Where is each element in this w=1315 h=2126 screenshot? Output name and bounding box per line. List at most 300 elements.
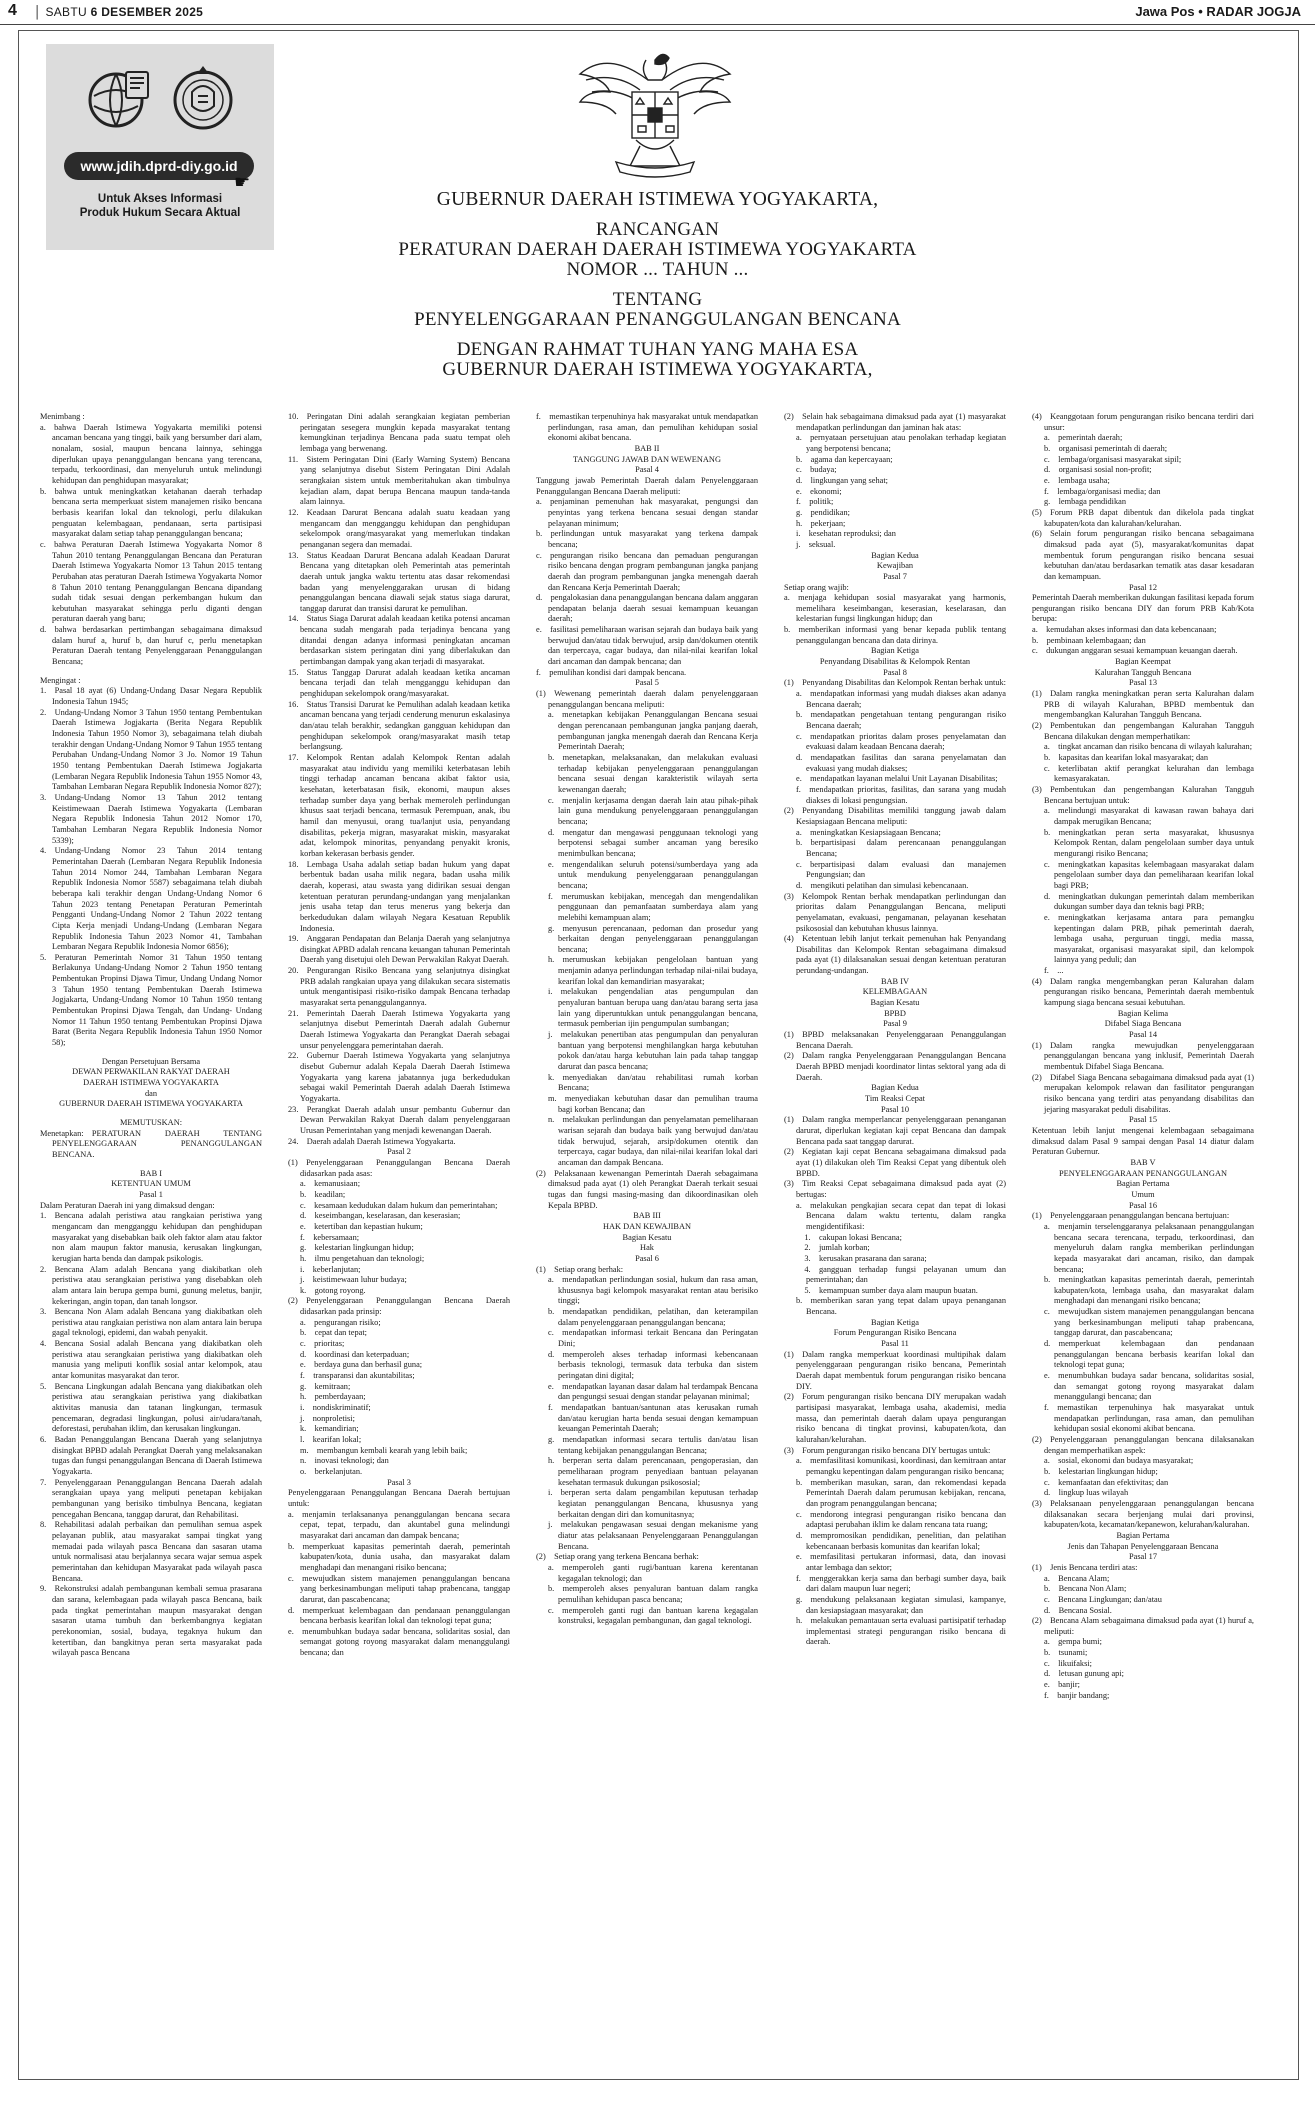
paragraph: d. koordinasi dan keterpaduan; xyxy=(300,1349,410,1359)
paragraph: c. budaya; xyxy=(796,465,837,475)
paragraph: 8. Rehabilitasi adalah perbaikan dan pemulihan semua aspek pelayanan publik, atau masyarakat sampai tingkat yang memadai pada wilayah pasca Bencana dan sasaran utama untuk normalisasi atau berjalannya secara wajar semua aspek pemerintahan dan kehidupan Masyarakat pada wilayah pasca Bencana. xyxy=(40,1520,262,1583)
paragraph: d. organisasi sosial non-profit; xyxy=(1044,465,1152,475)
paragraph: b. memberikan masukan, saran, dan rekomendasi kepada Pemerintah Daerah dalam perumusan kebijakan, rencana, dan program penanggulangan bencana; xyxy=(796,1477,1006,1508)
paragraph: 15. Status Tanggap Darurat adalah keadaan ketika ancaman bencana terjadi dan telah mengganggu kehidupan dan penghidupan sekelompok orang/masyarakat. xyxy=(288,667,510,699)
paragraph: i. keberlanjutan; xyxy=(300,1264,361,1274)
paragraph: 2. Bencana Alam adalah Bencana yang diakibatkan oleh peristiwa atau serangkaian peristiwa yang disebabkan oleh alam antara lain berupa gempa bumi, gunung meletus, banjir, kekeringan, angin topan, dan tanah longsor. xyxy=(40,1264,262,1306)
section-heading: KELEMBAGAAN xyxy=(862,987,928,997)
paragraph: e. ekonomi; xyxy=(796,486,842,496)
section-heading: Pasal 5 xyxy=(635,678,659,688)
section-heading: Hak xyxy=(640,1243,654,1253)
paragraph: e. mengendalikan seluruh potensi/sumberdaya yang ada untuk mendukung penyelenggaraan penanggulangan bencana; xyxy=(548,859,758,890)
paragraph: j. melakukan pengawasan sesuai dengan mekanisme yang diatur atas pelaksanaan Penyelenggaraan Penanggulangan Bencana. xyxy=(548,1520,758,1551)
paragraph: 9. Rekonstruksi adalah pembangunan kembali semua prasarana dan sarana, kelembagaan pada wilayah pasca Bencana, baik pada tingkat pemerintahan maupun masyarakat dengan sasaran utama tumbuh dan berkembangnya kegiatan perekonomian, sosial, budaya, tegaknya hukum dan ketertiban, dan bangkitnya peran serta masyarakat pada wilayah pasca Bencana xyxy=(40,1584,262,1658)
section-heading: Bagian Ketiga xyxy=(871,1317,919,1327)
paragraph: 22. Gubernur Daerah Istimewa Yogyakarta yang selanjutnya disebut Gubernur adalah Kepala Daerah Daerah Istimewa Yogyakarta yang karena jabatannya juga berkedudukan sebagai wakil Pemerintah Daerah adalah Daerah Istimewa Yogyakarta. xyxy=(288,1051,510,1103)
section-heading: Bagian Pertama xyxy=(1116,1530,1170,1540)
paragraph: c. memperoleh ganti rugi dan bantuan karena kegagalan konstruksi, kegagalan pembangunan, dan gagal teknologi. xyxy=(548,1605,758,1626)
paragraph: e. lembaga usaha; xyxy=(1044,475,1110,485)
paragraph: i. nondiskriminatif; xyxy=(300,1403,371,1413)
paragraph: c. lembaga/organisasi masyarakat sipil; xyxy=(1044,454,1182,464)
paragraph: i. berperan serta dalam pengambilan keputusan terhadap kegiatan penanggulangan Bencana, khususnya yang berkaitan dengan diri dan komunitasnya; xyxy=(548,1488,758,1519)
section-heading: Kewajiban xyxy=(876,561,914,571)
spacer xyxy=(40,1110,262,1118)
section-heading: Pasal 16 xyxy=(1128,1200,1158,1210)
paragraph: n. inovasi teknologi; dan xyxy=(300,1456,389,1466)
rancangan-heading: RANCANGAN xyxy=(595,219,720,240)
section-heading: BAB II xyxy=(634,443,660,453)
paragraph: c. keterlibatan aktif perangkat kelurahan dan lembaga kemasyarakatan. xyxy=(1044,763,1254,784)
paragraph: e. mendapatkan layanan dasar dalam hal terdampak Bencana dan pengungsi sesuai dengan standar pelayanan minimal; xyxy=(548,1381,758,1402)
paragraph: h. ilmu pengetahuan dan teknologi; xyxy=(300,1253,425,1263)
paragraph: h. pekerjaan; xyxy=(796,518,846,528)
paragraph: f. mendapatkan prioritas, fasilitas, dan sarana yang mudah diakses di lokasi pengungsian. xyxy=(796,784,1006,805)
paragraph: n. melakukan perlindungan dan penyelamatan pemeliharaan warisan sejarah dan budaya baik yang berwujud dan/atau tidak berwujud, sejarah, arsip/dokumen otentik dan terpercaya, cagar budaya, dan nilai-nilai kearifan lokal dari ancaman dan dampak Bencana. xyxy=(548,1115,758,1167)
paragraph: b. cepat dan tepat; xyxy=(300,1328,367,1338)
paragraph: a. mendapatkan perlindungan sosial, hukum dan rasa aman, khususnya bagi kelompok masyarakat rentan atau berisiko tinggi; xyxy=(548,1275,758,1306)
paragraph: a. menetapkan kebijakan Penanggulangan Bencana sesuai dengan perencanaan pembangunan jangka panjang daerah, pembangunan jangka menengah daerah dan Rencana Kerja Pemerintah Daerah; xyxy=(548,710,758,752)
paragraph: 3. Undang-Undang Nomor 13 Tahun 2012 tentang Keistimewaan Daerah Istimewa Yogyakarta (Lembaran Negara Republik Indonesia Tahun 2012 Nomor 170, Tambahan Lembaran Negara Republik Indonesia Nomor 5339); xyxy=(40,792,262,845)
paragraph: c. mewujudkan sistem manajemen penanggulangan bencana yang berkesinambungan meliputi tahap prabencana, tanggap darurat, dan pascabencana; xyxy=(288,1573,510,1604)
paragraph: (3) Pelaksanaan penyelenggaraan penanggulangan bencana dilaksanakan secara berjenjang mulai dari provinsi, kabupaten/kota, kecamatan/kepanewon, kelurahan/kalurahan. xyxy=(1032,1498,1254,1530)
paragraph: b. meningkatkan kapasitas pemerintah daerah, pemerintah kabupaten/kota, lembaga usaha, dan masyarakat dalam menghadapi dan menangani risiko bencana; xyxy=(1044,1275,1254,1306)
governor-heading: GUBERNUR DAERAH ISTIMEWA YOGYAKARTA, xyxy=(436,189,879,210)
paragraph: b. Bencana Non Alam; xyxy=(1044,1584,1127,1594)
paragraph: 23. Perangkat Daerah adalah unsur pembantu Gubernur dan Dewan Perwakilan Rakyat Daerah dalam penyelenggaraan Urusan Pemerintahan yang menjadi kewenangan Daerah. xyxy=(288,1104,510,1135)
document-title-block xyxy=(300,190,1015,380)
nomor-heading: NOMOR ... TAHUN ... xyxy=(566,259,749,280)
section-heading: KETENTUAN UMUM xyxy=(111,1179,191,1189)
paragraph: Setiap orang wajib: xyxy=(784,582,849,592)
paragraph: (2) Difabel Siaga Bencana sebagaimana dimaksud pada ayat (1) merupakan kelompok relawan dan fasilitator pengurangan risiko bencana yang terdiri atas penyandang disabilitas dan jejaring masyarakat peduli disabilitas. xyxy=(1032,1072,1254,1114)
jdih-url-link[interactable]: www.jdih.dprd-diy.go.id xyxy=(64,152,254,180)
section-heading: BAB V xyxy=(1130,1157,1156,1167)
paragraph: f. kebersamaan; xyxy=(300,1232,360,1242)
jdih-caption-line-2: Produk Hukum Secara Aktual xyxy=(79,207,241,219)
paragraph: a. melakukan pengkajian secara cepat dan tepat di lokasi Bencana dalam waktu tertentu, dalam rangka mengidentifikasi: xyxy=(796,1200,1006,1231)
paragraph: h. pemberdayaan; xyxy=(300,1392,366,1402)
paragraph: c. Bencana Lingkungan; dan/atau xyxy=(1044,1594,1162,1604)
paragraph: (2) Selain hak sebagaimana dimaksud pada ayat (1) masyarakat mendapatkan perlindungan dan jaminan hak atas: xyxy=(784,412,1006,432)
paragraph: e. menumbuhkan budaya sadar bencana, solidaritas sosial, dan semangat gotong royong masyarakat dalam menanggulangi bencana; dan xyxy=(1044,1371,1254,1402)
paragraph: (2) Forum pengurangan risiko bencana DIY merupakan wadah partisipasi masyarakat, lembaga usaha, akademisi, media massa, dan pemerintah daerah dalam upaya pengurangan risiko bencana di tingkat provinsi, kabupaten/kota, dan kalurahan/kelurahan. xyxy=(784,1392,1006,1444)
paragraph: b. memperkuat kapasitas pemerintah daerah, pemerintah kabupaten/kota, dunia usaha, dan masyarakat dalam menghadapi dan menangani risiko bencana; xyxy=(288,1541,510,1572)
section-heading: Penyandang Disabilitas & Kelompok Rentan xyxy=(819,657,971,667)
paragraph: (4) Dalam rangka mengembangkan peran Kalurahan dalam pengurangan risiko bencana, Pemerintah daerah membentuk kampung siaga bencana sesuai kebutuhan. xyxy=(1032,976,1254,1008)
paragraph: e. memfasilitasi pertukaran informasi, data, dan inovasi antar lembaga dan sektor; xyxy=(796,1552,1006,1572)
paragraph: (1) Dalam rangka mewujudkan penyelenggaraan penanggulangan bencana yang inklusif, Pemerintah Daerah membentuk Difabel Siaga Bencana. xyxy=(1032,1040,1254,1072)
paragraph: (2) Kegiatan kaji cepat Bencana sebagaimana dimaksud pada ayat (1) dilakukan oleh Tim Reaksi Cepat yang dibentuk oleh BPBD. xyxy=(784,1147,1006,1178)
paragraph: o. berkelanjutan. xyxy=(300,1466,363,1476)
paragraph: k. gotong royong. xyxy=(300,1285,366,1295)
section-heading: Pasal 9 xyxy=(883,1019,907,1029)
paragraph: 7. Penyelenggaraan Penanggulangan Bencana Daerah adalah serangkaian upaya yang meliputi penetapan kebijakan pembangunan yang berisiko timbulnya Bencana, kegiatan pencegahan Bencana, tanggap darurat, dan Rehabilitasi. xyxy=(40,1477,262,1519)
paragraph: f. memastikan terpenuhinya hak masyarakat untuk mendapatkan perlindungan, rasa aman, dan pemulihan kehidupan sosial ekonomi akibat bencana. xyxy=(1044,1403,1254,1434)
page-number: 4 xyxy=(8,2,17,19)
jdih-caption-line-1: Untuk Akses Informasi xyxy=(97,193,223,205)
paragraph: (2) Penyelenggaraan Penanggulangan Bencana Daerah didasarkan pada prinsip: xyxy=(288,1296,510,1317)
paragraph: 1. Pasal 18 ayat (6) Undang-Undang Dasar Negara Republik Indonesia Tahun 1945; xyxy=(40,686,262,707)
section-heading: Bagian Ketiga xyxy=(871,646,919,656)
paragraph: a. pemerintah daerah; xyxy=(1044,433,1123,443)
paragraph: Pemerintah Daerah memberikan dukungan fasilitasi kepada forum pengurangan risiko bencana DIY dan forum PRB Kab/Kota berupa: xyxy=(1032,593,1254,624)
regulation-body xyxy=(40,412,1280,2062)
section-heading: Pasal 6 xyxy=(635,1253,659,1263)
section-heading: Pasal 1 xyxy=(139,1189,163,1199)
paragraph: c. menjalin kerjasama dengan daerah lain atau pihak-pihak lain guna mendukung penyelenggaraan penanggulangan bencana; xyxy=(548,795,758,826)
paragraph: a. gempa bumi; xyxy=(1044,1637,1102,1647)
paragraph: 13. Status Keadaan Darurat Bencana adalah Keadaan Darurat Bencana yang ditetapkan oleh Pemerintah atas pemerintah daerah untuk jangka waktu tertentu atas dasar rekomendasi badan yang menyelenggarakan urusan di bidang penanggulangan bencana diawali sejak status siaga darurat, tanggap darurat dan transisi darurat ke pemulihan. xyxy=(288,550,510,613)
paragraph: c. kesamaan kedudukan dalam hukum dan pemerintahan; xyxy=(300,1200,498,1210)
page-date-value: 6 DESEMBER 2025 xyxy=(90,5,204,19)
section-heading: Umum xyxy=(1131,1189,1155,1199)
paragraph: (2) Penyandang Disabilitas memiliki tanggung jawab dalam Kesiapsiagaan Bencana meliputi: xyxy=(784,806,1006,826)
paragraph: b. mendapatkan pengetahuan tentang pengurangan risiko Bencana daerah; xyxy=(796,710,1006,731)
paragraph: m. menyediakan kebutuhan dasar dan pemulihan trauma bagi korban Bencana; dan xyxy=(548,1094,758,1114)
paragraph: b. pembinaan kelembagaan; dan xyxy=(1032,635,1146,645)
paragraph: 14. Status Siaga Darurat adalah keadaan ketika potensi ancaman bencana sudah mengarah pada terjadinya bencana yang ditandai dengan adanya informasi peningkatan ancaman berdasarkan sistem peringatan dini yang diberlakukan dan pertimbangan dampak yang akan terjadi di masyarakat. xyxy=(288,614,510,667)
paragraph: a. bahwa Daerah Istimewa Yogyakarta memiliki potensi ancaman bencana yang tinggi, baik yang bersumber dari alam, nonalam, sosial, maupun bencana lainnya, sehingga diperlukan upaya penanggulangan bencana yang terencana, terpadu, terkoordinasi, dan menyeluruh untuk melindungi kehidupan dan penghidupan masyarakat; xyxy=(40,422,262,485)
section-heading: Difabel Siaga Bencana xyxy=(1104,1019,1182,1029)
newspaper-brand: Jawa Pos • RADAR JOGJA xyxy=(1135,4,1301,19)
section-heading: Forum Pengurangan Risiko Bencana xyxy=(833,1328,957,1338)
paragraph: b. berpartisipasi dalam perencanaan penanggulangan Bencana; xyxy=(796,838,1006,858)
paragraph: g. kemitraan; xyxy=(300,1381,351,1391)
text-column-4 xyxy=(784,412,1006,1648)
paragraph: e. meningkatkan kerjasama antara para pemangku kepentingan dalam PRB, pihak pemerintah daerah, lembaga usaha, perguruan tinggi, media massa, masyarakat, organisasi masyarakat sipil, dan kelompok lainnya yang peduli; dan xyxy=(1044,912,1254,965)
section-heading: BAB I xyxy=(139,1168,163,1178)
paragraph: a. pengurangan risiko; xyxy=(300,1317,381,1327)
paragraph: f. politik; xyxy=(796,497,834,507)
paragraph: k. kemandirian; xyxy=(300,1424,359,1434)
paragraph: c. prioritas; xyxy=(300,1339,345,1349)
paragraph: Ketentuan lebih lanjut mengenai kelembagaan sebagaimana dimaksud dalam Pasal 9 sampai dengan Pasal 14 diatur dalam Peraturan Gubernur. xyxy=(1032,1125,1254,1157)
section-heading: BAB III xyxy=(633,1211,661,1221)
paragraph: 4. Undang-Undang Nomor 23 Tahun 2014 tentang Pemerintahan Daerah (Lembaran Negara Republik Indonesia Tahun 2014 Nomor 244, Tambahan Lembaran Negara Republik Indonesia Nomor 5587) sebagaimana telah diubah beberapa kali terakhir dengan Undang-Undang Nomor 6 Tahun 2023 tentang Penetapan Peraturan Pemerintah Pengganti Undang-Undang Nomor 2 Tahun 2022 tentang Cipta Kerja menjadi Undang-Undang (Lembaran Negara Republik Indonesia Tahun 2023 Nomor 41, Tambahan Lembaran Negara Republik Indonesia Nomor 6856); xyxy=(40,846,262,952)
paragraph: a. mendapatkan informasi yang mudah diakses akan adanya Bencana daerah; xyxy=(796,689,1006,709)
section-heading: Bagian Kesatu xyxy=(870,998,920,1008)
paragraph: c. pengurangan risiko bencana dan pemaduan pengurangan risiko bencana dengan program pembangunan jangka panjang daerah dan program pembangunan jangka menengah daerah dan Rencana Kerja Pemerintah Daerah; xyxy=(536,550,758,592)
paragraph: (1) Penyelenggaraan Penanggulangan Bencana Daerah didasarkan pada asas: xyxy=(288,1157,510,1178)
section-heading: BPBD xyxy=(884,1008,906,1018)
section-heading: Pasal 12 xyxy=(1128,582,1158,592)
paragraph: d. lingkup luas wilayah xyxy=(1044,1488,1129,1498)
paragraph: 10. Peringatan Dini adalah serangkaian kegiatan pemberian peringatan sesegera mungkin kepada masyarakat tentang kemungkinan terjadinya Bencana pada suatu tempat oleh lembaga yang berwenang. xyxy=(288,412,510,453)
section-heading: BAB IV xyxy=(880,976,910,986)
paragraph: c. berpartisipasi dalam evaluasi dan manajemen Pengungsian; dan xyxy=(796,859,1006,880)
section-heading: TANGGUNG JAWAB DAN WEWENANG xyxy=(573,454,721,464)
paragraph: b. memberikan saran yang tepat dalam upaya penanganan Bencana. xyxy=(796,1296,1006,1317)
section-heading: GUBERNUR DAERAH ISTIMEWA YOGYAKARTA xyxy=(59,1099,243,1109)
paragraph: (1) Jenis Bencana terdiri atas: xyxy=(1032,1562,1138,1572)
paragraph: 4. gangguan terhadap fungsi pelayanan umum dan pemerintahan; dan xyxy=(796,1264,1006,1285)
section-heading: DEWAN PERWAKILAN RAKYAT DAERAH xyxy=(72,1067,230,1077)
paragraph: (1) BPBD melaksanakan Penyelenggaraan Penanggulangan Bencana Daerah. xyxy=(784,1030,1006,1050)
section-heading: Bagian Kelima xyxy=(1117,1008,1169,1018)
paragraph: e. ketertiban dan kepastian hukum; xyxy=(300,1221,423,1231)
paragraph: c. bahwa Peraturan Daerah Istimewa Yogyakarta Nomor 8 Tahun 2010 tentang Penanggulangan Bencana dan Peraturan Daerah Istimewa Yogyakarta Nomor 13 Tahun 2015 tentang Perubahan atas peraturan Daerah Istimewa Yogyakarta Nomor 8 Tahun 2010 tentang Penanggulangan Bencana dipandang sudah tidak sesuai dengan perkembangan hukum dan kebutuhan masyarakat sehingga perlu diganti dengan peraturan daerah yang baru; xyxy=(40,539,262,624)
section-heading: Pasal 7 xyxy=(883,571,907,581)
paragraph: d. lingkungan yang sehat; xyxy=(796,475,888,485)
paragraph: Menimbang : xyxy=(40,412,85,421)
paragraph: f. mendapatkan bantuan/santunan atas kerusakan rumah dan/atau kerugian harta benda sesuai dengan kemampuan keuangan Pemerintah Daerah; xyxy=(548,1403,758,1434)
paragraph: (1) Wewenang pemerintah daerah dalam penyelenggaraan penanggulangan bencana meliputi: xyxy=(536,689,758,709)
paragraph: d. mengatur dan mengawasi penggunaan teknologi yang berpotensi sebagai sumber ancaman yang beresiko menimbulkan bencana; xyxy=(548,827,758,858)
paragraph: b. memberikan informasi yang benar kepada publik tentang penanggulangan bencana dan data dirinya. xyxy=(784,625,1006,645)
paragraph: b. meningkatkan peran serta masyarakat, khususnya Kelompok Rentan, dalam pengelolaan sumber daya untuk mengurangi risiko Bencana; xyxy=(1044,827,1254,858)
subject-heading: PENYELENGGARAAN PENANGGULANGAN BENCANA xyxy=(414,309,901,330)
paragraph: (1) Setiap orang berhak: xyxy=(536,1264,624,1274)
paragraph: b. menetapkan, melaksanakan, dan melakukan evaluasi terhadap kebijakan penyelenggaraan penanggulangan bencana sesuai dengan karakteristik wilayah serta kewenangan daerah; xyxy=(548,753,758,794)
paragraph: 5. Bencana Lingkungan adalah Bencana yang diakibatkan oleh peristiwa atau serangkaian peristiwa yang diakibatkan aktivitas manusia dan tatanan lingkungan, termasuk pencemaran, degradasi lingkungan, polusi air/udara/tanah, deforestasi, perubahan iklim, dan kerusakan lingkungan. xyxy=(40,1381,262,1434)
paragraph: c. kemanfaatan dan efektivitas; dan xyxy=(1044,1477,1169,1487)
jdih-box xyxy=(46,44,274,250)
paragraph: 19. Anggaran Pendapatan dan Belanja Daerah yang selanjutnya disingkat APBD adalah rencana keuangan tahunan Pemerintah Daerah yang disetujui oleh Dewan Perwakilan Rakyat Daerah. xyxy=(288,934,510,965)
paragraph: (3) Forum pengurangan risiko bencana DIY bertugas untuk: xyxy=(784,1445,991,1455)
paragraph: a. menjamin terselenggaranya pelaksanaan penanggulangan bencana secara terencana, terpadu, terkoordinasi, dan menyeluruh dalam rangka memberikan perlindungan kepada masyarakat dari ancaman, risiko, dan dampak bencana; xyxy=(1044,1221,1254,1274)
paragraph: c. mendapatkan informasi terkait Bencana dan Peringatan Dini; xyxy=(548,1328,758,1349)
section-heading: Jenis dan Tahapan Penyelenggaraan Bencana xyxy=(1067,1541,1219,1551)
section-heading: Dengan Persetujuan Bersama xyxy=(101,1056,201,1066)
paragraph: d. memperkuat kelembagaan dan pendanaan penanggulangan bencana berbasis kearifan lokal dan teknologi tepat guna; xyxy=(288,1605,510,1626)
section-heading: Pasal 13 xyxy=(1128,678,1158,688)
paragraph: 21. Pemerintah Daerah Daerah Istimewa Yogyakarta yang selanjutnya disebut Pemerintah Daerah adalah Gubernur Daerah Istimewa Yogyakarta dan Perangkat Daerah sebagai unsur penyelenggara pemerintahan daerah. xyxy=(288,1008,510,1050)
paragraph: m. membangun kembali kearah yang lebih baik; xyxy=(300,1445,468,1455)
section-heading: Pasal 11 xyxy=(881,1339,909,1349)
paragraph: j. nonproletisi; xyxy=(300,1413,355,1423)
text-column-5 xyxy=(1032,412,1254,1701)
paragraph: Tanggung jawab Pemerintah Daerah dalam Penyelenggaraan Penanggulangan Bencana Daerah meliputi: xyxy=(536,475,758,496)
paragraph: b. tsunami; xyxy=(1044,1648,1088,1658)
paragraph: a. melindungi masyarakat di kawasan rawan bahaya dari dampak merugikan Bencana; xyxy=(1044,806,1254,826)
paragraph: 1. cakupan lokasi Bencana; xyxy=(796,1232,902,1242)
paragraph: b. perlindungan untuk masyarakat yang terkena dampak bencana; xyxy=(536,529,758,549)
jdih-globe-logo-icon xyxy=(86,66,152,132)
paragraph: a. Bencana Alam; xyxy=(1044,1573,1110,1583)
paragraph: (3) Pembentukan dan pengembangan Kalurahan Tangguh Bencana bertujuan untuk: xyxy=(1032,784,1254,805)
paragraph: a. meningkatkan Kesiapsiagaan Bencana; xyxy=(796,827,941,837)
paragraph: (3) Kelompok Rentan berhak mendapatkan perlindungan dan prioritas dalam Penanggulangan Bencana, meliputi penyelamatan, evakuasi, pengamanan, pelayanan kesehatan psikososial dan kebutuhan khusus lainnya. xyxy=(784,891,1006,933)
paragraph: Dalam Peraturan Daerah ini yang dimaksud dengan: xyxy=(40,1200,215,1210)
diy-coat-of-arms-icon xyxy=(172,62,234,134)
paragraph: c. mewujudkan sistem manajemen penanggulangan bencana yang berkesinambungan meliputi tahap prabencana, tanggap darurat, dan pascabencana; xyxy=(1044,1307,1254,1338)
section-heading: Pasal 10 xyxy=(880,1104,910,1114)
paragraph: (2) Penyelenggaraan penanggulangan bencana dilaksanakan dengan memperhatikan aspek: xyxy=(1032,1435,1254,1455)
paragraph: d. letusan gunung api; xyxy=(1044,1669,1124,1679)
paragraph: d. mengikuti pelatihan dan simulasi kebencanaan. xyxy=(796,880,969,890)
section-heading: Pasal 4 xyxy=(635,465,659,475)
paragraph: j. melakukan penertiban atas pengumpulan dan penyaluran bantuan yang berpotensi menghilangkan harga kebutuhan pokok dan/atau harga kebutuhan lain pada tahap tanggap darurat dan pasca bencana; xyxy=(548,1030,758,1072)
page-header xyxy=(0,0,1315,25)
paragraph: a. kemudahan akses informasi dan data kebencanaan; xyxy=(1032,625,1217,635)
paragraph: d. memperkuat kelembagaan dan pendanaan penanggulangan bencana berbasis kearifan lokal dan teknologi tepat guna; xyxy=(1044,1339,1254,1370)
paragraph: (4) Ketentuan lebih lanjut terkait pemenuhan hak Penyandang Disabilitas dan Kelompok Rentan sebagaimana dimaksud pada ayat (1) dilaksanakan sesuai dengan ketentuan peraturan perundang-undangan. xyxy=(784,934,1006,976)
section-heading: Pasal 15 xyxy=(1128,1115,1158,1125)
paragraph: d. meningkatkan dukungan pemerintah dalam memberikan dukungan sumber daya dan teknis bagi PRB; xyxy=(1044,891,1254,912)
governor-heading-2: GUBERNUR DAERAH ISTIMEWA YOGYAKARTA, xyxy=(442,359,873,380)
paragraph: h. melakukan pemantauan serta evaluasi partisipatif terhadap implementasi strategi pengurangan risiko bencana di daerah. xyxy=(796,1616,1006,1647)
section-heading: Pasal 14 xyxy=(1128,1030,1158,1040)
paragraph: 3. Bencana Non Alam adalah Bencana yang diakibatkan oleh peristiwa atau rangkaian peristiwa non alam antara lain berupa gagal teknologi, epidemi, dan wabah penyakit. xyxy=(40,1307,262,1338)
paragraph: Menetapkan: PERATURAN DAERAH TENTANG PENYELENGGARAAN PENANGGULANGAN BENCANA. xyxy=(40,1128,262,1159)
section-heading: Tim Reaksi Cepat xyxy=(865,1094,925,1103)
section-heading: Pasal 8 xyxy=(883,667,907,677)
paragraph: (2) Bencana Alam sebagaimana dimaksud pada ayat (1) huruf a, meliputi: xyxy=(1032,1616,1254,1636)
paragraph: Penyelenggaraan Penanggulangan Bencana Daerah bertujuan untuk: xyxy=(288,1488,510,1508)
text-column-3 xyxy=(536,412,758,1627)
paragraph: f. pemulihan kondisi dari dampak bencana. xyxy=(536,667,687,677)
paragraph: b. keadilan; xyxy=(300,1189,346,1199)
paragraph: g. menyusun perencanaan, pedoman dan prosedur yang berkaitan dengan penyelenggaraan penanggulangan bencana; xyxy=(548,923,758,954)
paragraph: 2. jumlah korban; xyxy=(796,1243,870,1253)
paragraph: (1) Penyelenggaraan penanggulangan bencana bertujuan: xyxy=(1032,1211,1230,1221)
paragraph: d. pengalokasian dana penanggulangan bencana dalam anggaran pendapatan belanja daerah sesuai kemampuan keuangan daerah; xyxy=(536,593,758,624)
section-heading: MEMUTUSKAN: xyxy=(119,1118,183,1127)
paragraph: b. organisasi pemerintah di daerah; xyxy=(1044,443,1168,453)
section-heading: Pasal 3 xyxy=(387,1477,411,1487)
spacer xyxy=(40,668,262,676)
paragraph: f. lembaga/organisasi media; dan xyxy=(1044,486,1161,496)
section-heading: HAK DAN KEWAJIBAN xyxy=(602,1221,692,1231)
paragraph: h. berperan serta dalam perencanaan, pengoperasian, dan pemeliharaan program penyediaan bantuan pelayanan kesehatan termasuk dukungan psikososial; xyxy=(548,1456,758,1487)
paragraph: i. melakukan pengendalian atas pengumpulan dan penyaluran bantuan berupa uang dan/atau barang serta jasa lain yang diperuntukkan untuk penanggulangan bencana, termasuk pemberian ijin pengumpulan sumbangan; xyxy=(548,987,758,1029)
section-heading: Bagian Kesatu xyxy=(622,1232,672,1242)
paragraph: d. mendapatkan fasilitas dan sarana penyelamatan dan evakuasi yang mudah diakses; xyxy=(796,753,1006,773)
paragraph: Mengingat : xyxy=(40,675,81,685)
paragraph: k. menyediakan dan/atau rehabilitasi rumah korban Bencana; xyxy=(548,1072,758,1093)
text-column-1 xyxy=(40,412,262,1659)
paragraph: b. bahwa untuk meningkatkan ketahanan daerah terhadap bencana serta memperkuat sistem manajemen risiko bencana berbasis kearifan lokal dan teknologi, perlu dilakukan penguatan kelembagaan, pendanaan, serta partisipasi masyarakat dalam setiap tahap penanggulangan bencana; xyxy=(40,486,262,539)
paragraph: e. mendapatkan layanan melalui Unit Layanan Disabilitas; xyxy=(796,774,998,784)
tentang-heading: TENTANG xyxy=(612,289,703,310)
paragraph: g. lembaga pendidikan xyxy=(1044,497,1127,507)
paragraph: a. menjamin terlaksananya penanggulangan bencana secara cepat, tepat, terpadu, dan akuntabel guna melindungi masyarakat dari ancaman dan dampak bencana; xyxy=(288,1509,510,1540)
page-day: SABTU xyxy=(45,5,87,19)
paragraph: f. ... xyxy=(1044,966,1064,976)
spacer xyxy=(40,1161,262,1169)
paragraph: 16. Status Transisi Darurat ke Pemulihan adalah keadaan ketika ancaman bencana yang terjadi cenderung menurun eskalasinya dan/atau telah berakhir, sedangkan gangguan kehidupan dan penghidupan sekelompok orang/masyarakat masih tetap berlangsung. xyxy=(288,699,510,752)
paragraph: 5. kemampuan sumber daya alam maupun buatan. xyxy=(796,1285,978,1295)
section-heading: DAERAH ISTIMEWA YOGYAKARTA xyxy=(83,1078,219,1088)
paragraph: (1) Penyandang Disabilitas dan Kelompok Rentan berhak untuk: xyxy=(784,678,1006,688)
paragraph: f. menggerakkan kerja sama dan berbagi sumber daya, baik dari dalam maupun luar negeri; xyxy=(796,1573,1006,1594)
paragraph: 11. Sistem Peringatan Dini (Early Warning System) Bencana yang selanjutnya disebut Sistem Peringatan Dini Adalah serangkaian sistem untuk memberitahukan akan timbulnya kejadian alam, dapat berupa Bencana maupun tanda-tanda alam lainnya. xyxy=(288,454,510,507)
paragraph: d. Bencana Sosial. xyxy=(1044,1605,1112,1615)
paragraph: (5) Forum PRB dapat dibentuk dan dikelola pada tingkat kabupaten/kota dan kalurahan/kelurahan. xyxy=(1032,507,1254,528)
paragraph: f. banjir bandang; xyxy=(1044,1690,1110,1700)
jdih-caption xyxy=(56,192,264,220)
spacer xyxy=(40,1049,262,1057)
page-date: │ SABTU 6 DESEMBER 2025 xyxy=(34,5,204,19)
paragraph: (2) Pelaksanaan kewenangan Pemerintah Daerah sebagaimana dimaksud pada ayat (1) oleh Perangkat Daerah terkait sesuai tugas dan fungsi masing-masing dan dikoordinasikan oleh Kepala BPBD. xyxy=(536,1168,758,1210)
paragraph: a. pernyataan persetujuan atau penolakan terhadap kegiatan yang berpotensi bencana; xyxy=(796,433,1006,453)
paragraph: c. likuifaksi; xyxy=(1044,1658,1092,1668)
section-heading: Bagian Keempat xyxy=(1115,657,1171,667)
perda-heading: PERATURAN DAERAH DAERAH ISTIMEWA YOGYAKARTA xyxy=(398,239,917,260)
paragraph: a. tingkat ancaman dan risiko bencana di wilayah kalurahan; xyxy=(1044,742,1253,752)
paragraph: a. penjaminan pemenuhan hak masyarakat, pengungsi dan penyintas yang terkena bencana sesuai dengan standar pelayanan minimum; xyxy=(536,497,758,528)
paragraph: 20. Pengurangan Risiko Bencana yang selanjutnya disingkat PRB adalah rangkaian upaya yang dilakukan secara sistematis untuk mengantisipasi risiko-risiko dampak Bencana terhadap masyarakat serta penanggulangannya. xyxy=(288,966,510,1008)
paragraph: (1) Dalam rangka memperlancar penyelenggaraan penanganan darurat, diperlukan kegiatan kaji cepat Bencana dan dampak Bencana pada saat tanggap darurat. xyxy=(784,1115,1006,1146)
paragraph: e. fasilitasi pemeliharaan warisan sejarah dan budaya baik yang berwujud dan/atau tidak berwujud, arsip dan/dokumen otentik dan terpercaya, cagar budaya, dan nilai-nilai kearifan lokal dari ancaman dan dampak bencana; dan xyxy=(536,625,758,667)
paragraph: (6) Selain forum pengurangan risiko bencana sebagaimana dimaksud pada ayat (5), masyarakat/komunitas dapat membentuk forum pengurangan risiko bencana sesuai kebutuhan dan/atau berdasarkan tematik atas dasar kesadaran dan kemampuan. xyxy=(1032,529,1254,581)
paragraph: b. agama dan kepercayaan; xyxy=(796,454,893,464)
paragraph: b. mendapatkan pendidikan, pelatihan, dan keterampilan dalam penyelenggaraan penanggulangan bencana; xyxy=(548,1307,758,1327)
paragraph: h. merumuskan kebijakan pengelolaan bantuan yang menjamin adanya perlindungan terhadap nilai-nilai budaya, kearifan lokal dan kemandirian masyarakat; xyxy=(548,955,758,986)
section-heading: Bagian Pertama xyxy=(1116,1179,1170,1189)
paragraph: g. mendapatkan informasi secara tertulis dan/atau lisan tentang kebijakan penanggulangan Bencana; xyxy=(548,1435,758,1455)
garuda-pancasila-emblem-icon xyxy=(576,40,734,190)
paragraph: 3. kerusakan prasarana dan sarana; xyxy=(796,1253,927,1263)
paragraph: f. transparansi dan akuntabilitas; xyxy=(300,1371,415,1381)
paragraph: d. mempromosikan pendidikan, penelitian, dan pelatihan kebencanaan berbasis komunitas dan kearifan lokal; xyxy=(796,1530,1006,1551)
paragraph: b. memperoleh akses penyaluran bantuan dalam rangka pemulihan kehidupan pasca bencana; xyxy=(548,1584,758,1604)
paragraph: e. banjir; xyxy=(1044,1680,1080,1690)
paragraph: c. meningkatkan kapasitas kelembagaan masyarakat dalam pengelolaan sumber daya dan pemeliharaan kearifan lokal bagi PRB; xyxy=(1044,859,1254,890)
paragraph: (1) Dalam rangka memperkuat koordinasi multipihak dalam penyelenggaraan pengurangan risiko bencana, Pemerintah Daerah dapat membentuk forum pengurangan risiko bencana DIY. xyxy=(784,1349,1006,1391)
paragraph: (2) Pembentukan dan pengembangan Kalurahan Tangguh Bencana dilakukan dengan memperhatikan: xyxy=(1032,721,1254,741)
paragraph: e. menumbuhkan budaya sadar bencana, solidaritas sosial, dan semangat gotong royong masyarakat dalam menanggulangi bencana; dan xyxy=(288,1626,510,1658)
section-heading: dan xyxy=(144,1088,158,1098)
paragraph: 18. Lembaga Usaha adalah setiap badan hukum yang dapat berbentuk badan usaha milik negara, badan usaha milik daerah, koperasi, atau swasta yang didirikan sesuai dengan ketentuan peraturan perundang-undangan yang menjalankan jenis usaha tetap dan terus menerus yang bekerja dan berkedudukan dalam wilayah Negara Kesatuan Republik Indonesia. xyxy=(288,859,510,933)
paragraph: (4) Keanggotaan forum pengurangan risiko bencana terdiri dari unsur: xyxy=(1032,412,1254,432)
paragraph: c. mendorong integrasi pengurangan risiko bencana dan adaptasi perubahan iklim ke dalam rencana tata ruang; xyxy=(796,1509,1006,1530)
paragraph: 24. Daerah adalah Daerah Istimewa Yogyakarta. xyxy=(288,1136,456,1146)
paragraph: (2) Dalam rangka Penyelenggaraan Penanggulangan Bencana Daerah BPBD menjadi koordinator lintas sektoral yang ada di Daerah. xyxy=(784,1051,1006,1082)
paragraph: (1) Dalam rangka meningkatkan peran serta Kalurahan dalam PRB di wilayah Kalurahan, BPBD membentuk dan mengembangkan Kalurahan Tangguh Bencana. xyxy=(1032,689,1254,720)
paragraph: j. seksual. xyxy=(796,539,836,549)
paragraph: c. mendapatkan prioritas dalam proses penyelamatan dan evakuasi dalam keadaan Bencana daerah; xyxy=(796,731,1006,752)
section-heading: Pasal 2 xyxy=(387,1147,411,1157)
paragraph: i. kesehatan reproduksi; dan xyxy=(796,529,896,539)
section-heading: Kalurahan Tangguh Bencana xyxy=(1094,667,1192,677)
paragraph: 2. Undang-Undang Nomor 3 Tahun 1950 tentang Pembentukan Daerah Istimewa Jogjakarta (Berita Negara Republik Indonesia Tahun 1950 Nomor 3), sebagaimana telah diubah terakhir dengan Undang-Undang Nomor 9 Tahun 1955 tentang Perubahan Undang-Undang Nomor 3 Jo. Nomor 19 Tahun 1950 tentang Pembentukan Daerah Istimewa Jogjakarta (Lembaran Negara Republik Indonesia Tahun 1955 Nomor 43, Tambahan Lembaran Negara Republik Indonesia Nomor 827); xyxy=(40,707,262,792)
paragraph: (2) Setiap orang yang terkena Bencana berhak: xyxy=(536,1552,699,1562)
paragraph: 1. Bencana adalah peristiwa atau rangkaian peristiwa yang mengancam dan mengganggu kehidupan dan penghidupan masyarakat yang disebabkan baik oleh faktor alam atau faktor non alam maupun faktor manusia, kerusakan lingkungan, kerugian harta benda dan dampak psikologis. xyxy=(40,1211,262,1263)
paragraph: f. memastikan terpenuhinya hak masyarakat untuk mendapatkan perlindungan, rasa aman, dan pemulihan kehidupan sosial ekonomi akibat bencana. xyxy=(536,412,758,443)
paragraph: a. menjaga kehidupan sosial masyarakat yang harmonis, memelihara keseimbangan, keserasian, keselarasan, dan kelestarian fungsi lingkungan hidup; dan xyxy=(784,593,1006,624)
paragraph: g. kelestarian lingkungan hidup; xyxy=(300,1243,414,1253)
paragraph: 6. Badan Penanggulangan Bencana Daerah yang selanjutnya disingkat BPBD adalah Perangkat Daerah yang melaksanakan tugas dan fungsi penanggulangan Bencana di Daerah Istimewa Yogyakarta. xyxy=(40,1435,262,1476)
section-heading: Bagian Kedua xyxy=(871,1083,919,1093)
paragraph: b. kapasitas dan kearifan lokal masyarakat; dan xyxy=(1044,753,1209,762)
paragraph: a. sosial, ekonomi dan budaya masyarakat; xyxy=(1044,1456,1194,1466)
paragraph: (3) Tim Reaksi Cepat sebagaimana dimaksud pada ayat (2) bertugas: xyxy=(784,1179,1006,1199)
section-heading: Bagian Kedua xyxy=(871,550,919,560)
paragraph: g. mendukung pelaksanaan kegiatan simulasi, kampanye, dan kesiapsiagaan masyarakat; dan xyxy=(796,1594,1006,1615)
paragraph: 12. Keadaan Darurat Bencana adalah suatu keadaan yang mengancam dan mengganggu kehidupan dan penghidupan sekelompok orang/masyarakat yang memerlukan tindakan penanganan segera dan memadai. xyxy=(288,507,510,549)
paragraph: d. keseimbangan, keselarasan, dan keserasian; xyxy=(300,1211,461,1221)
paragraph: l. kearifan lokal; xyxy=(300,1435,362,1444)
rahmat-heading: DENGAN RAHMAT TUHAN YANG MAHA ESA xyxy=(456,339,859,360)
paragraph: c. dukungan anggaran sesuai kemampuan keuangan daerah. xyxy=(1032,646,1238,656)
paragraph: a. kemanusiaan; xyxy=(300,1179,361,1189)
paragraph: b. kelestarian lingkungan hidup; xyxy=(1044,1466,1158,1476)
text-column-2 xyxy=(288,412,510,1659)
paragraph: e. berdaya guna dan berhasil guna; xyxy=(300,1360,423,1370)
paragraph: j. keistimewaan luhur budaya; xyxy=(300,1275,407,1285)
paragraph: 17. Kelompok Rentan adalah Kelompok Rentan adalah masyarakat atau individu yang memiliki keterbatasan lebih tinggi terhadap ancaman bencana akibat faktor usia, kesehatan, keterbatasan fisik, ekonomi, maupun akses terhadap sumber daya yang berhak memeroleh perlindungan khusus saat terjadi bencana, termasuk Perempuan, anak, ibu hamil dan menyusui, orang tua/lanjut usia, penyandang disabilitas, pekerja migran, masyarakat miskin, masyarakat adat, kelompok minoritas, penyandang penyakit kronis, korban kekerasan berbasis gender. xyxy=(288,753,510,858)
paragraph: g. pendidikan; xyxy=(796,507,850,517)
paragraph: d. bahwa berdasarkan pertimbangan sebagaimana dimaksud dalam huruf a, huruf b, dan huruf c, perlu menetapkan Peraturan Daerah tentang Penyelenggaraan Penanggulangan Bencana; xyxy=(40,625,262,667)
hand-pointer-icon: ☛ xyxy=(234,172,251,192)
paragraph: 4. Bencana Sosial adalah Bencana yang diakibatkan oleh peristiwa atau serangkaian peristiwa yang diakibatkan oleh manusia yang meliputi konflik sosial antar kelompok, atau antar komunitas masyarakat dan teror. xyxy=(40,1339,262,1381)
paragraph: 5. Peraturan Pemerintah Nomor 31 Tahun 1950 tentang Berlakunya Undang-Undang Nomor 2 Tahun 1950 tentang Pembentukan Propinsi Djawa Timur, Undang Undang Nomor 3 Tahun 1950 tentang Pembentukan Daerah Istimewa Jogjakarta, Undang-Undang Nomor 10 Tahun 1950 tentang Pembentukan Propinsi Djawa Tengah, dan Undang- Undang Nomor 11 Tahun 1950 tentang Pembentukan Propinsi Djawa Barat (Berita Negara Republik Indonesia Tahun 1950 Nomor 58); xyxy=(40,952,262,1048)
paragraph: d. memperoleh akses terhadap informasi kebencanaan berbasis teknologi, termasuk data terbuka dan sistem peringatan dini digital; xyxy=(548,1349,758,1381)
section-heading: PENYELENGGARAAN PENANGGULANGAN xyxy=(1058,1168,1228,1178)
paragraph: a. memfasilitasi komunikasi, koordinasi, dan kemitraan antar pemangku kepentingan dalam pengurangan risiko bencana; xyxy=(796,1456,1006,1476)
section-heading: Pasal 17 xyxy=(1128,1552,1158,1562)
